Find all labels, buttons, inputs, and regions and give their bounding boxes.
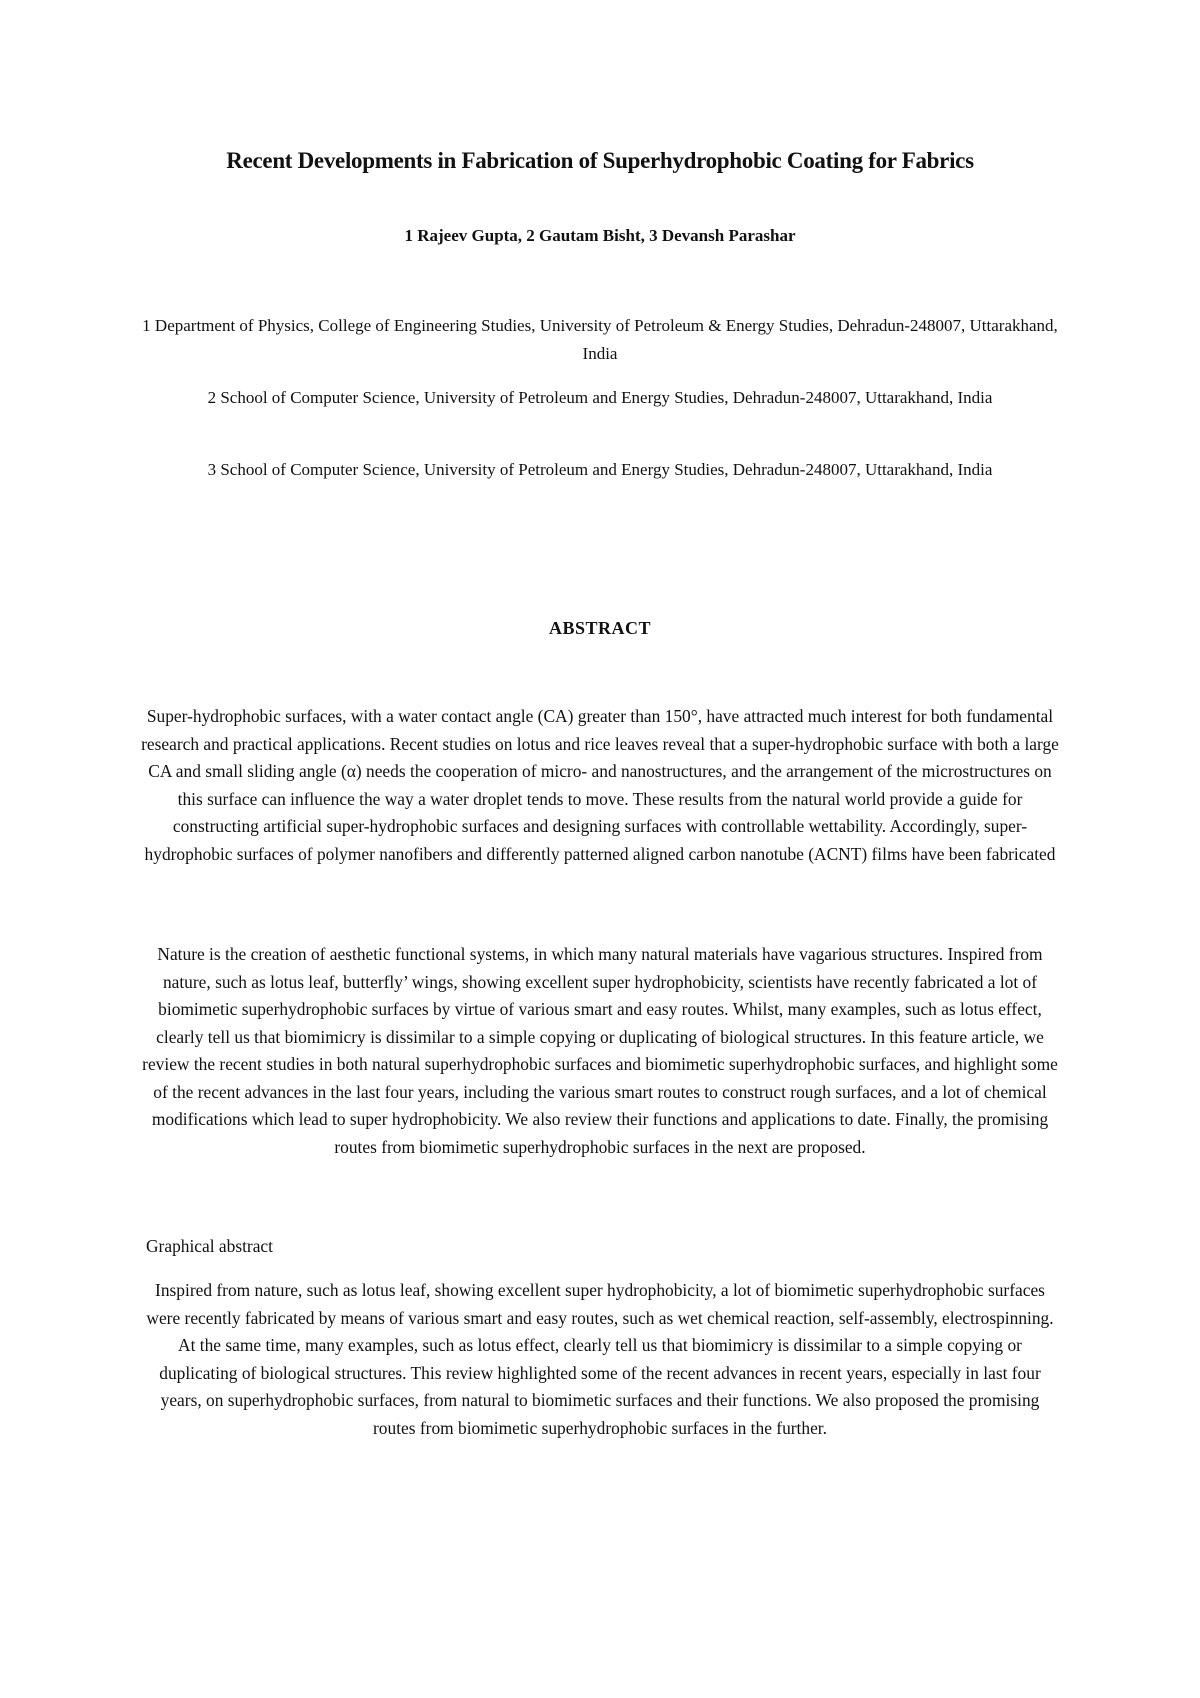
graphical-abstract-label: Graphical abstract bbox=[146, 1236, 273, 1256]
affiliation-2: 2 School of Computer Science, University of Petroleum and Energy Studies, Dehradun-248007, Uttarakhand, India bbox=[207, 388, 993, 407]
abstract-heading: ABSTRACT bbox=[548, 618, 652, 638]
paper-title: Recent Developments in Fabrication of Superhydrophobic Coating for Fabrics bbox=[226, 148, 974, 173]
author-list: 1 Rajeev Gupta, 2 Gautam Bisht, 3 Devansh Parashar bbox=[404, 226, 796, 245]
graphical-abstract-text: Inspired from nature, such as lotus leaf, showing excellent super hydrophobicity, a lot of biomimetic superhydrophobic surfaces were recently fabricated by means of various smart and easy routes, such as wet chemical reaction, self-assembly, electrospinning. At the same time, many examples, such as lotus effect, clearly tell us that biomimicry is dissimilar to a simple copying or duplicating of biological structures. This review highlighted some of the recent advances in recent years, especially in last four years, on superhydrophobic surfaces, from natural to biomimetic surfaces and their functions. We also proposed the promising routes from biomimetic superhydrophobic surfaces in the further. bbox=[146, 1280, 1054, 1438]
abstract-paragraph-1: Super-hydrophobic surfaces, with a water contact angle (CA) greater than 150°, have attracted much interest for both fundamental research and practical applications. Recent studies on lotus and rice leaves reveal that a super-hydrophobic surface with both a large CA and small sliding angle (α) needs the cooperation of micro- and nanostructures, and the arrangement of the microstructures on this surface can influence the way a water droplet tends to move. These results from the natural world provide a guide for constructing artificial super-hydrophobic surfaces and designing surfaces with controllable wettability. Accordingly, super-hydrophobic surfaces of polymer nanofibers and differently patterned aligned carbon nanotube (ACNT) films have been fabricated bbox=[141, 706, 1059, 864]
affiliation-1: 1 Department of Physics, College of Engineering Studies, University of Petroleum & Energy Studies, Dehradun-248007, Uttarakhand, India bbox=[142, 316, 1058, 363]
abstract-paragraph-2: Nature is the creation of aesthetic functional systems, in which many natural materials have vagarious structures. Inspired from nature, such as lotus leaf, butterfly’ wings, showing excellent super hydrophobicity, scientists have recently fabricated a lot of biomimetic superhydrophobic surfaces by virtue of various smart and easy routes. Whilst, many examples, such as lotus effect, clearly tell us that biomimicry is dissimilar to a simple copying or duplicating of biological structures. In this feature article, we review the recent studies in both natural superhydrophobic surfaces and biomimetic superhydrophobic surfaces, and highlight some of the recent advances in the last four years, including the various smart routes to construct rough surfaces, and a lot of chemical modifications which lead to super hydrophobicity. We also review their functions and applications to date. Finally, the promising routes from biomimetic superhydrophobic surfaces in the next are proposed. bbox=[142, 944, 1058, 1157]
affiliation-3: 3 School of Computer Science, University of Petroleum and Energy Studies, Dehradun-248007, Uttarakhand, India bbox=[207, 460, 993, 479]
